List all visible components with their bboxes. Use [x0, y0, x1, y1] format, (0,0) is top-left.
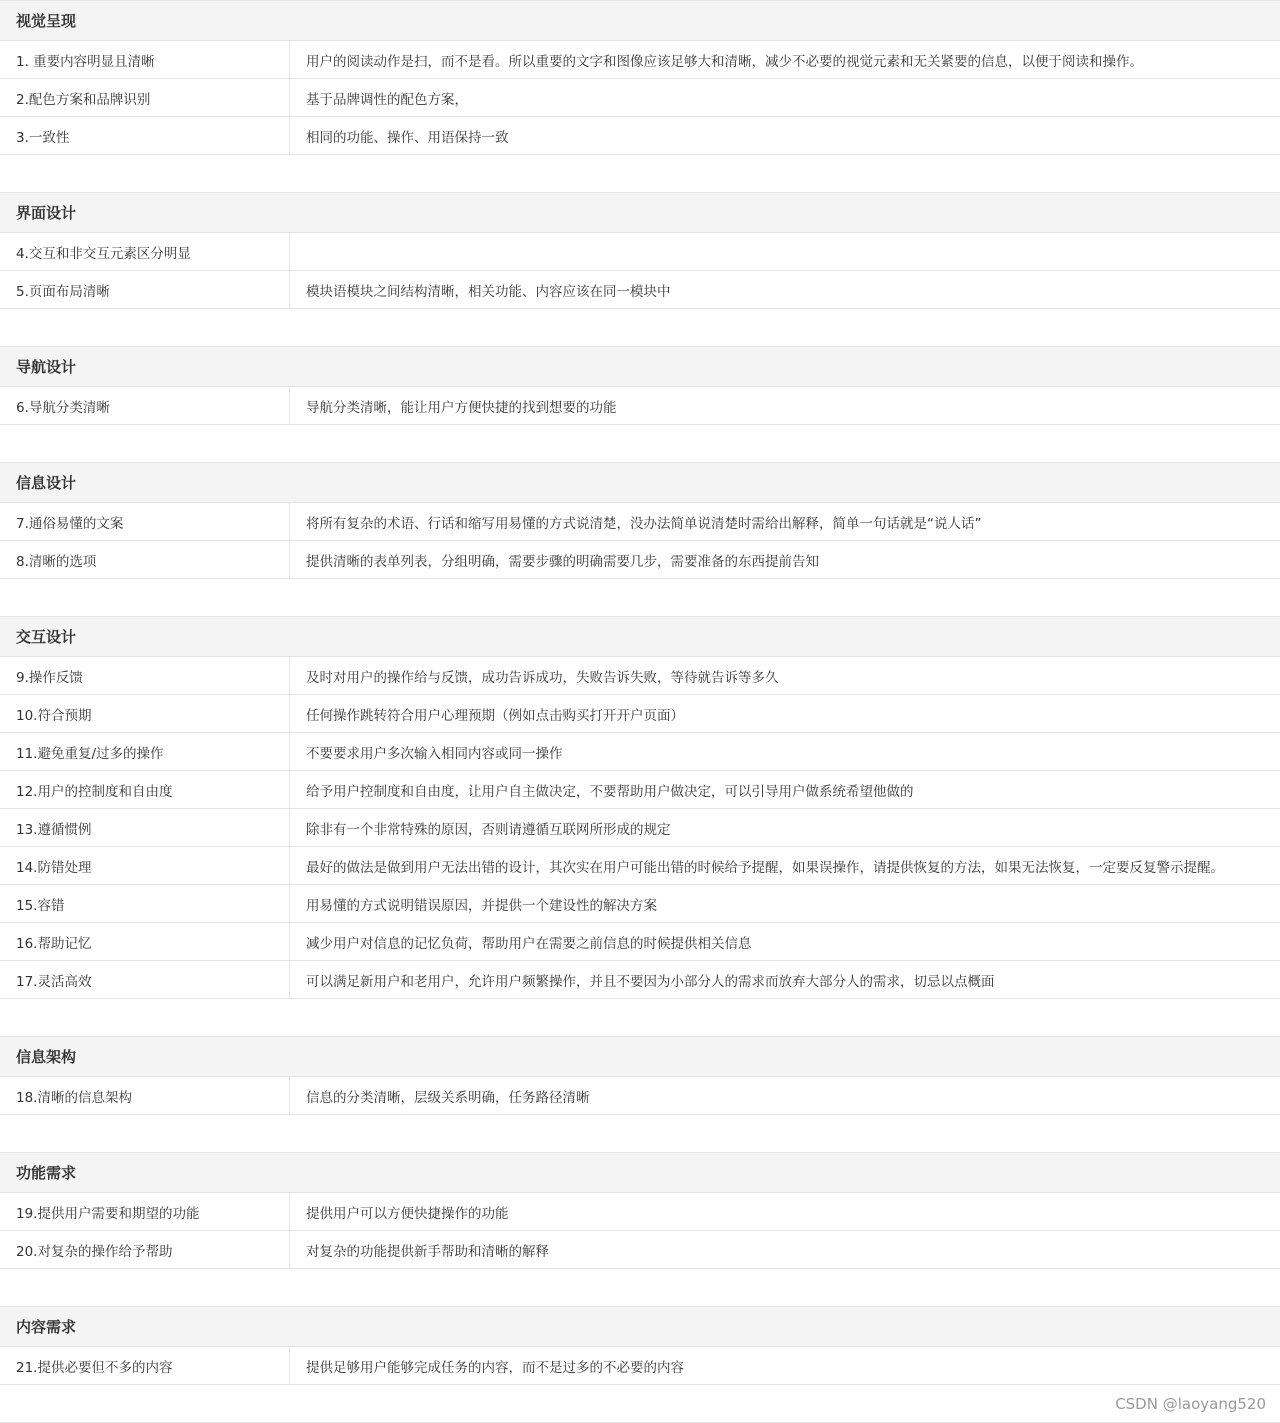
row-label: 5.页面布局清晰: [0, 271, 290, 308]
row-label: 3.一致性: [0, 117, 290, 154]
table-row: [0, 809, 1280, 847]
row-description: 相同的功能、操作、用语保持一致: [306, 129, 509, 146]
row-label: 10.符合预期: [0, 695, 290, 732]
table-section: [0, 347, 1280, 463]
row-label: 7.通俗易懂的文案: [0, 503, 290, 540]
table-row: [0, 657, 1280, 695]
row-label: 12.用户的控制度和自由度: [0, 771, 290, 808]
table-row: [0, 771, 1280, 809]
row-description: 用户的阅读动作是扫，而不是看。所以重要的文字和图像应该足够大和清晰，减少不必要的视觉元素和无关紧要的信息，以便于阅读和操作。: [306, 53, 1143, 70]
row-label: 13.遵循惯例: [0, 809, 290, 846]
table-section: [0, 1307, 1280, 1423]
row-label: 21.提供必要但不多的内容: [0, 1347, 290, 1384]
table-row: [0, 1193, 1280, 1231]
row-label: 20.对复杂的操作给予帮助: [0, 1231, 290, 1268]
section-header: 功能需求: [0, 1153, 1280, 1193]
csdn-watermark: CSDN @laoyang520: [1115, 1395, 1266, 1413]
row-description: [290, 233, 1280, 270]
row-description: 将所有复杂的术语、行话和缩写用易懂的方式说清楚，没办法简单说清楚时需给出解释，简单一句话就是“说人话”: [306, 515, 982, 532]
table-row: [0, 1231, 1280, 1269]
row-description: 最好的做法是做到用户无法出错的设计，其次实在用户可能出错的时候给予提醒，如果误操作，请提供恢复的方法，如果无法恢复，一定要反复警示提醒。: [306, 859, 1224, 876]
table-row: [0, 847, 1280, 885]
section-header: 视觉呈现: [0, 1, 1280, 41]
table-row: [0, 1077, 1280, 1115]
row-description: 给予用户控制度和自由度，让用户自主做决定，不要帮助用户做决定，可以引导用户做系统希望他做的: [306, 783, 914, 800]
section-spacer: [0, 155, 1280, 193]
table-row: [0, 961, 1280, 999]
table-row: [0, 923, 1280, 961]
row-description: 导航分类清晰，能让用户方便快捷的找到想要的功能: [306, 399, 617, 416]
table-row: [0, 387, 1280, 425]
section-spacer: [0, 425, 1280, 463]
row-label: 17.灵活高效: [0, 961, 290, 998]
section-header: 交互设计: [0, 617, 1280, 657]
row-description: 任何操作跳转符合用户心理预期（例如点击购买打开开户页面）: [306, 707, 684, 724]
row-description: 可以满足新用户和老用户，允许用户频繁操作，并且不要因为小部分人的需求而放弃大部分人的需求，切忌以点概面: [306, 973, 995, 990]
row-label: 2.配色方案和品牌识别: [0, 79, 290, 116]
section-spacer: [0, 309, 1280, 347]
row-label: 16.帮助记忆: [0, 923, 290, 960]
section-spacer: [0, 999, 1280, 1037]
row-label: 8.清晰的选项: [0, 541, 290, 578]
row-label: 15.容错: [0, 885, 290, 922]
row-description: 减少用户对信息的记忆负荷，帮助用户在需要之前信息的时候提供相关信息: [306, 935, 752, 952]
row-description: 基于品牌调性的配色方案，: [306, 91, 468, 108]
row-description: 及时对用户的操作给与反馈，成功告诉成功，失败告诉失败，等待就告诉等多久: [306, 669, 779, 686]
row-description: 除非有一个非常特殊的原因，否则请遵循互联网所形成的规定: [306, 821, 671, 838]
table-section: [0, 193, 1280, 347]
table-row: [0, 271, 1280, 309]
row-description: 对复杂的功能提供新手帮助和清晰的解释: [306, 1243, 549, 1260]
section-spacer: [0, 1269, 1280, 1307]
row-label: 4.交互和非交互元素区分明显: [0, 233, 290, 270]
row-label: 14.防错处理: [0, 847, 290, 884]
row-description: 提供清晰的表单列表，分组明确，需要步骤的明确需要几步，需要准备的东西提前告知: [306, 553, 819, 570]
row-label: 18.清晰的信息架构: [0, 1077, 290, 1114]
table-section: [0, 1, 1280, 193]
row-description: 模块语模块之间结构清晰，相关功能、内容应该在同一模块中: [306, 283, 671, 300]
table-section: [0, 1037, 1280, 1153]
section-spacer: [0, 1115, 1280, 1153]
row-label: 11.避免重复/过多的操作: [0, 733, 290, 770]
table-section: [0, 1153, 1280, 1307]
row-description: 用易懂的方式说明错误原因，并提供一个建设性的解决方案: [306, 897, 657, 914]
section-header: 界面设计: [0, 193, 1280, 233]
table-section: [0, 617, 1280, 1037]
table-row: [0, 733, 1280, 771]
table-row: [0, 79, 1280, 117]
table-row: [0, 1347, 1280, 1385]
table-row: [0, 233, 1280, 271]
table-row: [0, 117, 1280, 155]
row-description: 提供足够用户能够完成任务的内容，而不是过多的不必要的内容: [306, 1359, 684, 1376]
row-label: 6.导航分类清晰: [0, 387, 290, 424]
row-label: 1. 重要内容明显且清晰: [0, 41, 290, 78]
table-row: [0, 41, 1280, 79]
section-header: 内容需求: [0, 1307, 1280, 1347]
table-row: [0, 503, 1280, 541]
row-description: 提供用户可以方便快捷操作的功能: [306, 1205, 509, 1222]
section-header: 导航设计: [0, 347, 1280, 387]
table-row: [0, 541, 1280, 579]
row-label: 9.操作反馈: [0, 657, 290, 694]
section-header: 信息设计: [0, 463, 1280, 503]
section-spacer: [0, 579, 1280, 617]
section-header: 信息架构: [0, 1037, 1280, 1077]
row-label: 19.提供用户需要和期望的功能: [0, 1193, 290, 1230]
table-row: [0, 695, 1280, 733]
table-row: [0, 885, 1280, 923]
section-spacer: [0, 1385, 1280, 1423]
row-description: 不要要求用户多次输入相同内容或同一操作: [306, 745, 563, 762]
table-section: [0, 463, 1280, 617]
row-description: 信息的分类清晰，层级关系明确，任务路径清晰: [306, 1089, 590, 1106]
